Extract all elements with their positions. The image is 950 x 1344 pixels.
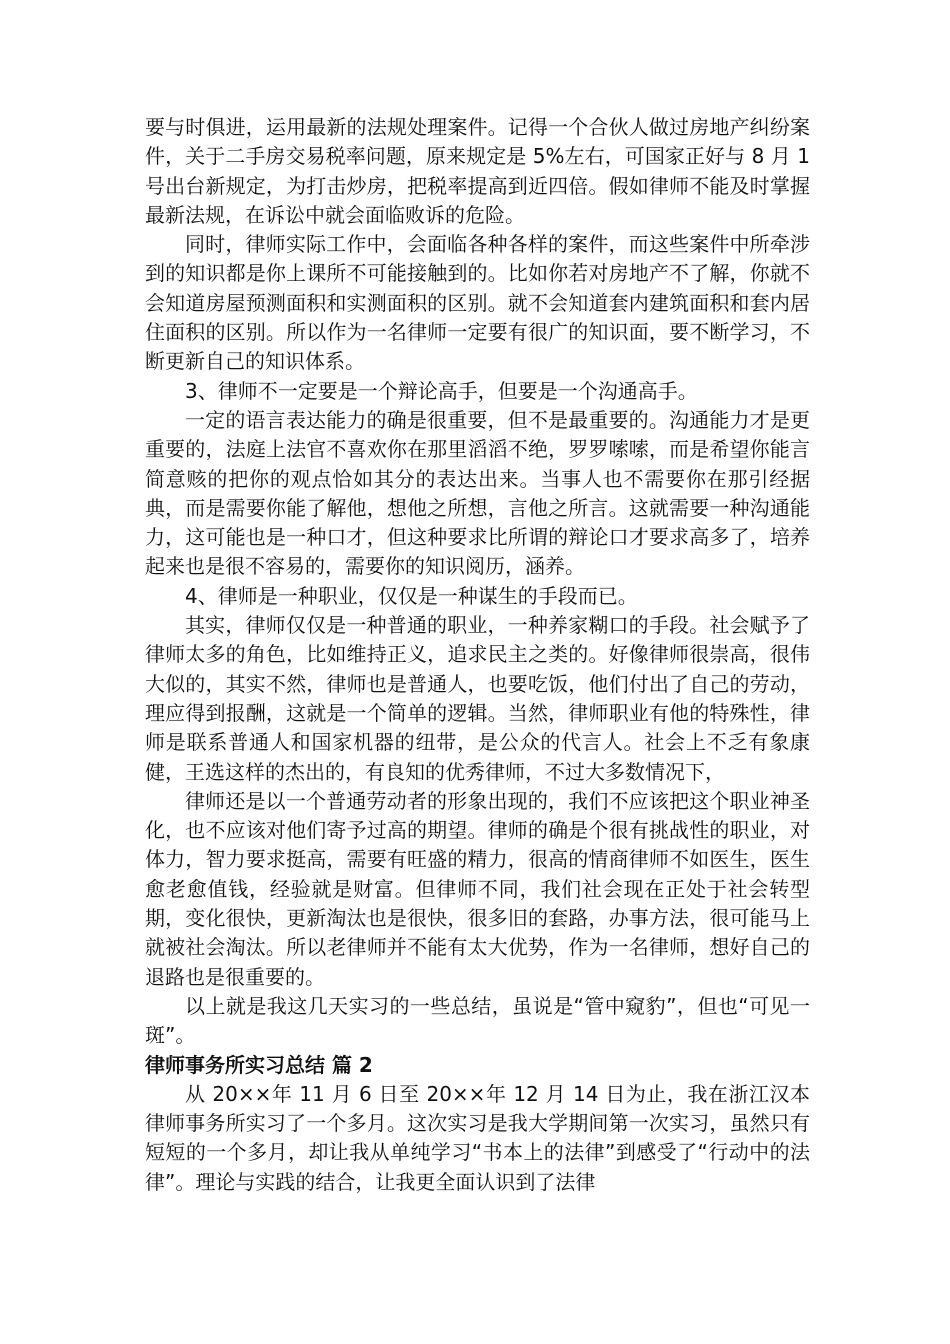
paragraph-continuation: 要与时俱进，运用最新的法规处理案件。记得一个合伙人做过房地产纠纷案件，关于二手房交易税率问题，原来规定是 5%左右，可国家正好与 8 月 1 号出台新规定，为打击炒房，把税率提高到近四倍。假如律师不能及时掌握最新法规，在诉讼中就会面临败诉的危险。 (145, 115, 810, 227)
paragraph-profession: 其实，律师仅仅是一种普通的职业，一种养家糊口的手段。社会赋予了律师太多的角色，比如维持正义，追求民主之类的。好像律师很崇高，很伟大似的，其实不然，律师也是普通人，也要吃饭，他们付出了自己的劳动，理应得到报酬，这就是一个简单的逻辑。当然，律师职业有他的特殊性，律师是联系普通人和国家机器的纽带，是公众的代言人。社会上不乏有象康健，王选这样的杰出的，有良知的优秀律师，不过大多数情况下， (145, 613, 810, 784)
paragraph-point-4: 4、律师是一种职业，仅仅是一种谋生的手段而已。 (185, 583, 638, 608)
paragraph-knowledge: 同时，律师实际工作中，会面临各种各样的案件，而这些案件中所牵涉到的知识都是你上课所不可能接触到的。比如你若对房地产不了解，你就不会知道房屋预测面积和实测面积的区别。就不会知道套内建筑面积和套内居住面积的区别。所以作为一名律师一定要有很广的知识面，要不断学习，不断更新自己的知识体系。 (145, 232, 810, 374)
paragraph-ordinary-worker: 律师还是以一个普通劳动者的形象出现的，我们不应该把这个职业神圣化，也不应该对他们寄予过高的期望。律师的确是个很有挑战性的职业，对体力，智力要求挺高，需要有旺盛的精力，很高的情商律师不如医生，医生愈老愈值钱，经验就是财富。但律师不同，我们社会现在正处于社会转型期，变化很快，更新淘汰也是很快，很多旧的套路，办事方法，很可能马上就被社会淘汰。所以老律师并不能有太大优势，作为一名律师，想好自己的退路也是很重要的。 (145, 788, 810, 989)
paragraph-point-3: 3、律师不一定要是一个辩论高手，但要是一个沟通高手。 (185, 378, 698, 403)
document-page (145, 113, 810, 1197)
paragraph-communication: 一定的语言表达能力的确是很重要，但不是最重要的。沟通能力才是更重要的，法庭上法官不喜欢你在那里滔滔不绝，罗罗嗦嗦，而是希望你能言简意赅的把你的观点恰如其分的表达出来。当事人也不需要你在那引经据典，而是需要你能了解他，想他之所想，言他之所言。这就需要一种沟通能力，这可能也是一种口才，但这种要求比所谓的辩论口才要求高多了，培养起来也是很不容易的，需要你的知识阅历，涵养。 (145, 407, 810, 579)
paragraph-internship-intro: 从 20××年 11 月 6 日至 20××年 12 月 14 日为止，我在浙江汉本律师事务所实习了一个多月。这次实习是我大学期间第一次实习，虽然只有短短的一个多月，却让我从单纯学习“书本上的法律”到感受了“行动中的法律”。理论与实践的结合，让我更全面认识到了法律 (145, 1081, 810, 1194)
section-heading: 律师事务所实习总结 篇 2 (145, 1052, 373, 1077)
paragraph-conclusion: 以上就是我这几天实习的一些总结，虽说是“管中窥豹”，但也“可见一斑”。 (145, 993, 810, 1048)
